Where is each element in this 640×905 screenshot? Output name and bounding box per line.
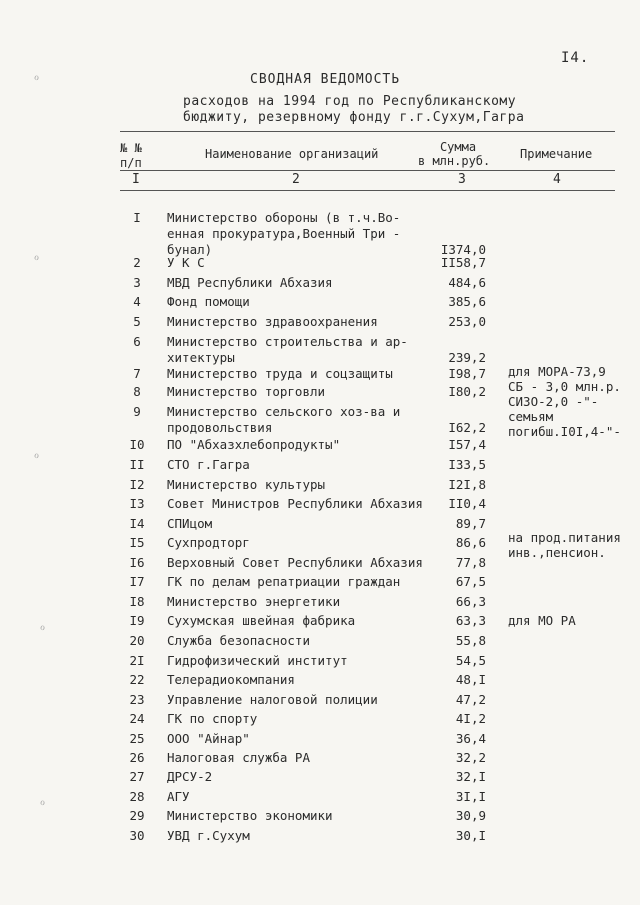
row-number: 7 <box>133 366 141 381</box>
row-number: 9 <box>133 404 141 419</box>
row-number: 25 <box>129 731 145 746</box>
note-3 <box>508 613 576 628</box>
organization-name <box>167 555 437 571</box>
organization-name-line: УВД г.Сухум <box>167 828 250 843</box>
organization-name-line: Управление налоговой полиции <box>167 692 378 707</box>
amount: 3I,I <box>455 789 486 804</box>
row-number: 24 <box>129 711 145 726</box>
organization-name-line: бунал) <box>167 242 213 257</box>
amount: 66,3 <box>455 594 486 609</box>
organization-name <box>167 672 437 688</box>
amount: 77,8 <box>455 555 486 570</box>
organization-name <box>167 789 437 805</box>
document-subtitle-line1: расходов на 1994 год по Республиканскому <box>183 94 517 109</box>
amount: 47,2 <box>455 692 486 707</box>
organization-name <box>167 692 437 708</box>
row-number: I0 <box>129 437 145 452</box>
organization-name-line: ДРСУ-2 <box>167 769 213 784</box>
organization-name <box>167 633 437 649</box>
header-num-line2: п/п <box>120 156 142 170</box>
organization-name <box>167 255 437 271</box>
row-number: I6 <box>129 555 145 570</box>
organization-name <box>167 516 437 532</box>
row-number: I5 <box>129 535 145 550</box>
row-number: 23 <box>129 692 145 707</box>
organization-name <box>167 384 437 400</box>
row-number: I <box>133 210 141 225</box>
amount: 67,5 <box>455 574 486 589</box>
row-number: 30 <box>129 828 145 843</box>
amount: II58,7 <box>440 255 486 270</box>
organization-name-line: МВД Республики Абхазия <box>167 275 333 290</box>
organization-name-line: ГК по делам репатриации граждан <box>167 574 401 589</box>
header-sum-line2: в млн.руб. <box>418 154 491 168</box>
row-number: I7 <box>129 574 145 589</box>
organization-name-line: Министерство обороны (в т.ч.Во- <box>167 210 401 225</box>
note-line: погибш.I0I,4-"- <box>508 424 621 439</box>
row-number: I9 <box>129 613 145 628</box>
note-line: на прод.питания <box>508 530 621 545</box>
organization-name <box>167 314 437 330</box>
note-line: для МОРА-73,9 <box>508 364 606 379</box>
amount: 484,6 <box>448 275 486 290</box>
organization-name-line: ПО "Абхазхлебопродукты" <box>167 437 341 452</box>
organization-name-line: енная прокуратура,Военный Три - <box>167 226 401 241</box>
organization-name <box>167 574 437 590</box>
header-num-line1: № № <box>120 141 142 155</box>
note-line: СБ - 3,0 млн.р. <box>508 379 621 394</box>
organization-name-line: Верховный Совет Республики Абхазия <box>167 555 423 570</box>
amount: I33,5 <box>448 457 486 472</box>
organization-name <box>167 477 437 493</box>
organization-name-line: Министерство здравоохранения <box>167 314 378 329</box>
organization-name-line: продовольствия <box>167 420 273 435</box>
amount: 4I,2 <box>455 711 486 726</box>
row-number: 2 <box>133 255 141 270</box>
organization-name-line: ООО "Айнар" <box>167 731 250 746</box>
organization-name <box>167 366 437 382</box>
amount: 30,I <box>455 828 486 843</box>
organization-name <box>167 808 437 824</box>
organization-name-line: Налоговая служба РА <box>167 750 310 765</box>
organization-name-line: Фонд помощи <box>167 294 250 309</box>
row-number: 27 <box>129 769 145 784</box>
amount: 385,6 <box>448 294 486 309</box>
column-number-3: 3 <box>458 172 466 187</box>
row-number: II <box>129 457 145 472</box>
organization-name-line: Министерство торговли <box>167 384 326 399</box>
margin-mark: ℴ <box>34 250 40 263</box>
amount: I2I,8 <box>448 477 486 492</box>
amount: 32,I <box>455 769 486 784</box>
margin-mark: ℴ <box>40 795 46 808</box>
amount: 63,3 <box>455 613 486 628</box>
note-line: инв.,пенсион. <box>508 545 606 560</box>
column-number-4: 4 <box>553 172 561 187</box>
margin-mark: ℴ <box>34 448 40 461</box>
margin-mark: ℴ <box>40 620 46 633</box>
amount: I57,4 <box>448 437 486 452</box>
row-number: I4 <box>129 516 145 531</box>
organization-name <box>167 731 437 747</box>
row-number: 2I <box>129 653 145 668</box>
column-numbers-rule <box>120 190 615 191</box>
note-1 <box>508 364 621 439</box>
amount: 86,6 <box>455 535 486 550</box>
organization-name <box>167 294 437 310</box>
row-number: 6 <box>133 334 141 349</box>
organization-name <box>167 404 437 436</box>
header-sum-line1: Сумма <box>439 140 477 154</box>
row-number: I3 <box>129 496 145 511</box>
organization-name-line: СТО г.Гагра <box>167 457 250 472</box>
organization-name-line: Министерство строительства и ар- <box>167 334 408 349</box>
header-rule <box>120 170 615 171</box>
amount: 30,9 <box>455 808 486 823</box>
row-number: 20 <box>129 633 145 648</box>
column-number-1: I <box>132 172 140 187</box>
amount: 239,2 <box>448 350 486 365</box>
organization-name <box>167 496 437 512</box>
organization-name <box>167 457 437 473</box>
row-number: 3 <box>133 275 141 290</box>
organization-name-line: Министерство экономики <box>167 808 333 823</box>
row-number: 5 <box>133 314 141 329</box>
organization-name <box>167 275 437 291</box>
organization-name-line: Сухумская швейная фабрика <box>167 613 356 628</box>
organization-name-line: Министерство сельского хоз-ва и <box>167 404 401 419</box>
organization-name <box>167 653 437 669</box>
organization-name-line: Министерство труда и соцзащиты <box>167 366 393 381</box>
organization-name-line: хитектуры <box>167 350 235 365</box>
row-number: I8 <box>129 594 145 609</box>
row-number: 26 <box>129 750 145 765</box>
organization-name-line: Телерадиокомпания <box>167 672 295 687</box>
organization-name-line: Министерство культуры <box>167 477 326 492</box>
organization-name-line: У К С <box>167 255 205 270</box>
organization-name-line: ГК по спорту <box>167 711 258 726</box>
amount: 36,4 <box>455 731 486 746</box>
organization-name <box>167 594 437 610</box>
row-number: 28 <box>129 789 145 804</box>
amount: I62,2 <box>448 420 486 435</box>
organization-name <box>167 750 437 766</box>
organization-name <box>167 613 437 629</box>
margin-mark: ℴ <box>34 70 40 83</box>
organization-name-line: АГУ <box>167 789 190 804</box>
amount: 54,5 <box>455 653 486 668</box>
amount: II0,4 <box>448 496 486 511</box>
organization-name <box>167 535 437 551</box>
amount: 32,2 <box>455 750 486 765</box>
organization-name <box>167 334 437 366</box>
amount: 253,0 <box>448 314 486 329</box>
organization-name-line: Служба безопасности <box>167 633 310 648</box>
organization-name-line: СПИцом <box>167 516 213 531</box>
row-number: 8 <box>133 384 141 399</box>
document-title: СВОДНАЯ ВЕДОМОСТЬ <box>250 72 401 87</box>
organization-name-line: Совет Министров Республики Абхазия <box>167 496 423 511</box>
note-line: для МО РА <box>508 613 576 628</box>
amount: 48,I <box>455 672 486 687</box>
row-number: 4 <box>133 294 141 309</box>
header-name: Наименование организаций <box>205 147 379 161</box>
row-number: 29 <box>129 808 145 823</box>
organization-name-line: Гидрофизический институт <box>167 653 348 668</box>
organization-name <box>167 828 437 844</box>
amount: 55,8 <box>455 633 486 648</box>
note-line: семьям <box>508 409 554 424</box>
organization-name <box>167 711 437 727</box>
table-top-rule <box>120 131 615 132</box>
amount: I374,0 <box>440 242 486 257</box>
document-subtitle-line2: бюджиту, резервному фонду г.г.Сухум,Гагра <box>183 110 525 125</box>
note-line: СИЗО-2,0 -"- <box>508 394 599 409</box>
column-number-2: 2 <box>292 172 300 187</box>
organization-name <box>167 437 437 453</box>
row-number: I2 <box>129 477 145 492</box>
organization-name <box>167 769 437 785</box>
row-number: 22 <box>129 672 145 687</box>
note-2 <box>508 530 621 560</box>
organization-name <box>167 210 437 258</box>
organization-name-line: Министерство энергетики <box>167 594 341 609</box>
amount: I80,2 <box>448 384 486 399</box>
organization-name-line: Сухпродторг <box>167 535 250 550</box>
amount: I98,7 <box>448 366 486 381</box>
amount: 89,7 <box>455 516 486 531</box>
page-number: I4. <box>561 50 590 66</box>
header-note: Примечание <box>520 147 593 161</box>
